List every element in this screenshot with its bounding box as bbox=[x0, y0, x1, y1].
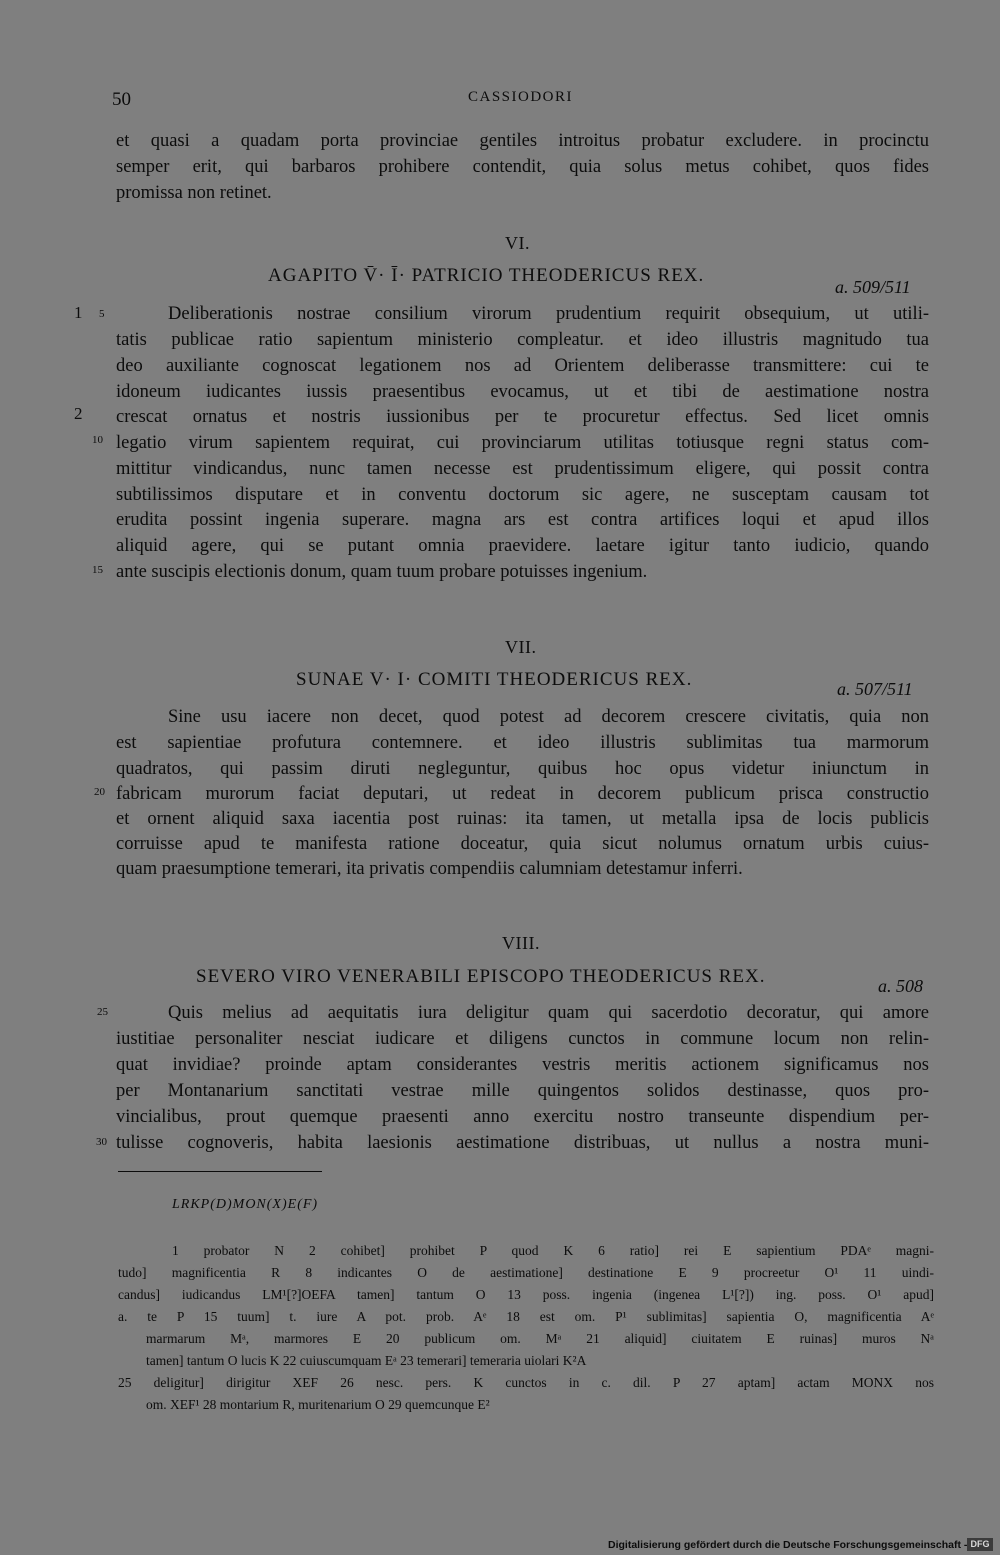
text-line: aliquid agere, qui se putant omnia praevidere. laetare igitur tanto iudicio, quando bbox=[116, 536, 929, 556]
text-line: idoneum iudicantes iussis praesentibus evocamus, ut et tibi de aestimatione nostra bbox=[116, 382, 929, 402]
section-heading: SUNAE V· I· COMITI THEODERICUS REX. bbox=[296, 669, 693, 690]
section-numeral: VII. bbox=[505, 637, 537, 657]
text-line: legatio virum sapientem requirat, cui provinciarum utilitas totiusque regni status com- bbox=[116, 433, 929, 453]
apparatus-line: a. te P 15 tuum] t. iure A pot. prob. Aᵉ 18 est om. P¹ sublimitas] sapientia O, magnificentia Aᵉ bbox=[118, 1309, 934, 1324]
text-line: quat invidiae? proinde aptam considerantes vestris meritis actionem significamus nos bbox=[116, 1055, 929, 1075]
text-line: et ornent aliquid saxa iacentia post ruinas: ita tamen, ut metalla ipsa de locis publicis bbox=[116, 809, 929, 829]
apparatus-line: 1 probator N 2 cohibet] prohibet P quod K 6 ratio] rei E sapientium PDAᵉ magni- bbox=[172, 1243, 934, 1258]
section-date: a. 509/511 bbox=[835, 277, 911, 297]
text-line: crescat ornatus et nostris iussionibus per te procuretur effectus. Sed licet omnis bbox=[116, 407, 929, 427]
text-line: quadratos, qui passim diruti negleguntur, quibus hoc opus videtur iniunctum in bbox=[116, 759, 929, 779]
apparatus-line: tamen] tantum O lucis K 22 cuiuscumquam Eᵃ 23 temerari] temeraria uiolari K²A bbox=[146, 1353, 587, 1368]
text-line: ante suscipis electionis donum, quam tuum probare potuisses ingenium. bbox=[116, 562, 648, 582]
line-number: 20 bbox=[94, 786, 105, 798]
text-line: deo auxiliante cognoscat legationem nos ad Orientem deliberasse transmittere: cui te bbox=[116, 356, 929, 376]
apparatus-line: 25 deligitur] dirigitur XEF 26 nesc. pers. K cunctos in c. dil. P 27 aptam] actam MONX nos bbox=[118, 1375, 934, 1390]
text-line: semper erit, qui barbaros prohibere contendit, quia solus metus cohibet, quos fides bbox=[116, 157, 929, 177]
text-line: subtilissimos disputare et in conventu doctorum sic agere, ne susceptam causam tot bbox=[116, 485, 929, 505]
text-line: per Montanarium sanctitati vestrae mille quingentos solidos destinasse, quos pro- bbox=[116, 1081, 929, 1101]
text-line: Deliberationis nostrae consilium virorum prudentium requirit obsequium, ut utili- bbox=[168, 304, 929, 324]
text-line: mittitur vindicandus, nunc tamen necesse est prudentissimum eligere, qui possit contra bbox=[116, 459, 929, 479]
manuscript-sigla: LRKP(D)MON(X)E(F) bbox=[172, 1197, 319, 1212]
text-line: promissa non retinet. bbox=[116, 183, 272, 203]
apparatus-line: om. XEF¹ 28 montarium R, muritenarium O 29 quemcunque E² bbox=[146, 1397, 490, 1412]
text-line: corruisse apud te manifesta ratione doceatur, quia sicut nolumus ornatum urbis cuius- bbox=[116, 834, 929, 854]
line-number: 30 bbox=[96, 1136, 107, 1148]
text-line: iustitiae personaliter nesciat iudicare et diligens cunctos in commune locum non relin- bbox=[116, 1029, 929, 1049]
text-line: vincialibus, prout quemque praesenti anno exercitu nostro transeunte dispendium per- bbox=[116, 1107, 929, 1127]
text-line: est sapientiae profutura contemnere. et ideo illustris sublimitas tua marmorum bbox=[116, 733, 929, 753]
margin-number: 1 bbox=[74, 303, 83, 322]
text-line: Quis melius ad aequitatis iura deligitur quam qui sacerdotio decoratur, qui amore bbox=[168, 1003, 929, 1023]
text-line: et quasi a quadam porta provinciae gentiles introitus probatur excludere. in procinctu bbox=[116, 131, 929, 151]
section-heading: AGAPITO V̄· Ī· PATRICIO THEODERICUS REX. bbox=[268, 265, 705, 286]
apparatus-line: marmarum Mᵃ, marmores E 20 publicum om. Mᵃ 21 aliquid] ciuitatem E ruinas] muros Nᵃ bbox=[146, 1331, 934, 1346]
text-line: Sine usu iacere non decet, quod potest ad decorem crescere civitatis, quia non bbox=[168, 707, 929, 727]
margin-number: 2 bbox=[74, 404, 83, 423]
line-number: 25 bbox=[97, 1006, 108, 1018]
dfg-logo: DFG bbox=[967, 1538, 993, 1551]
page-number: 50 bbox=[112, 89, 131, 110]
footnote-rule bbox=[118, 1171, 322, 1172]
section-numeral: VIII. bbox=[502, 933, 540, 953]
text-line: tatis publicae ratio sapientum ministerio compleatur. et ideo illustris magnitudo tua bbox=[116, 330, 929, 350]
section-numeral: VI. bbox=[505, 233, 530, 253]
line-number: 5 bbox=[99, 308, 105, 320]
text-line: quam praesumptione temerari, ita privatis compendiis calumniam detestamur inferri. bbox=[116, 859, 743, 879]
section-heading: SEVERO VIRO VENERABILI EPISCOPO THEODERICUS REX. bbox=[196, 966, 766, 987]
apparatus-line: tudo] magnificentia R 8 indicantes O de aestimatione] destinatione E 9 procreetur O¹ 11 uindi- bbox=[118, 1265, 934, 1280]
section-date: a. 507/511 bbox=[837, 679, 913, 699]
line-number: 10 bbox=[92, 434, 103, 446]
text-line: tulisse cognoveris, habita laesionis aestimatione distribuas, ut nullus a nostra muni- bbox=[116, 1133, 929, 1153]
digitization-credit: Digitalisierung gefördert durch die Deutsche Forschungsgemeinschaft - bbox=[608, 1539, 968, 1551]
apparatus-line: candus] iudicandus LM¹[?]OEFA tamen] tantum O 13 poss. ingenia (ingenea L¹[?]) ing. poss. O¹ apud] bbox=[118, 1287, 934, 1302]
text-line: erudita possint ingenia superare. magna ars est contra artifices loqui et apud illos bbox=[116, 510, 929, 530]
text-line: fabricam murorum faciat deputari, ut redeat in decorem publicum prisca constructio bbox=[116, 784, 929, 804]
line-number: 15 bbox=[92, 564, 103, 576]
running-title: CASSIODORI bbox=[468, 89, 574, 105]
section-date: a. 508 bbox=[878, 976, 923, 996]
